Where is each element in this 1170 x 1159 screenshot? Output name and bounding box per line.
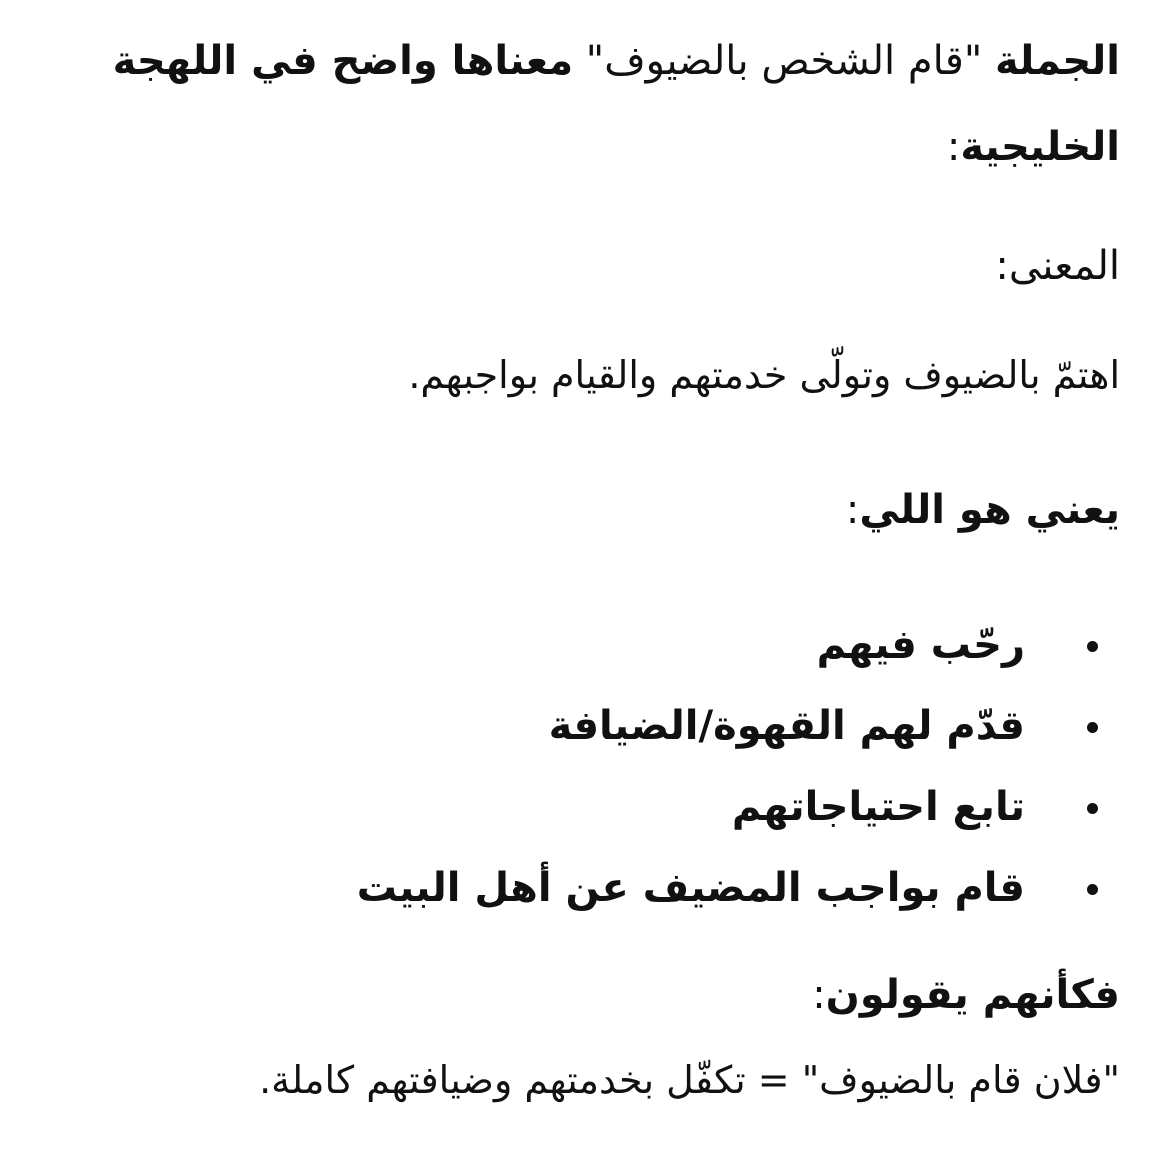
intro-paragraph xyxy=(40,18,1120,190)
list-item-text: قدّم لهم القهوة/الضيافة xyxy=(548,703,1025,749)
duties-list xyxy=(40,605,1120,929)
bullet-dot-icon xyxy=(1087,803,1098,814)
as-if-heading xyxy=(40,965,1120,1025)
bullet-dot-icon xyxy=(1087,884,1098,895)
meaning-heading: المعنى: xyxy=(995,243,1120,289)
as-if-text: "فلان قام بالضيوف" = تكفّل بخدمتهم وضيافتهم كاملة. xyxy=(259,1058,1120,1102)
intro-bold-start: الجملة xyxy=(995,38,1120,84)
intro-colon: : xyxy=(946,124,961,170)
bullet-dot-icon xyxy=(1087,641,1098,652)
list-item xyxy=(40,848,1120,929)
document-page xyxy=(40,0,1120,1159)
intro-quoted-phrase: "قام الشخص بالضيوف" xyxy=(573,38,996,84)
list-item-text: رحّب فيهم xyxy=(816,622,1025,668)
list-item xyxy=(40,686,1120,767)
as-if-heading-text: فكأنهم يقولون xyxy=(825,972,1120,1018)
means-he-heading-colon: : xyxy=(845,487,860,533)
list-item xyxy=(40,605,1120,686)
means-he-heading-text: يعني هو اللي xyxy=(859,487,1120,533)
list-item-text: تابع احتياجاتهم xyxy=(731,784,1025,830)
as-if-heading-colon: : xyxy=(812,972,826,1018)
intro-bold-end: معناها واضح في اللهجة الخليجية xyxy=(112,38,1120,170)
bullet-dot-icon xyxy=(1087,722,1098,733)
meaning-text: اهتمّ بالضيوف وتولّى خدمتهم والقيام بواجبهم. xyxy=(408,353,1120,397)
list-item-text: قام بواجب المضيف عن أهل البيت xyxy=(356,865,1025,911)
means-he-heading xyxy=(40,480,1120,540)
list-item xyxy=(40,767,1120,848)
